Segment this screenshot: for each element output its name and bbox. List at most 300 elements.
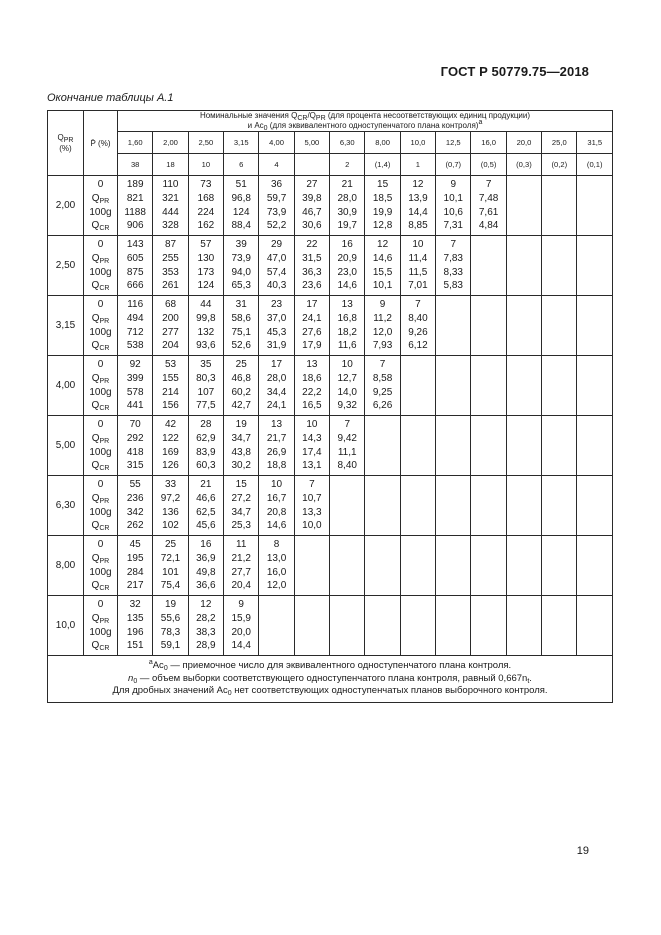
row-label: 100g <box>89 206 112 218</box>
cell-value: 28 <box>200 419 212 431</box>
cell-value: 45,6 <box>196 520 216 532</box>
cell-value: 15,5 <box>372 266 393 278</box>
value-cell <box>153 356 188 416</box>
row-label-cell <box>84 356 118 416</box>
value-cell <box>153 176 188 236</box>
cell-value: 31 <box>235 299 247 311</box>
value-cell <box>577 416 613 476</box>
qpr-value-cell: 3,15 <box>48 296 84 356</box>
cell-value: 821 <box>126 192 144 204</box>
ratio-header-cell: 10,0 <box>400 132 435 154</box>
value-cell <box>118 176 153 236</box>
row-label-cell <box>84 416 118 476</box>
cell-value: 605 <box>126 252 144 264</box>
value-cell <box>365 296 400 356</box>
cell-value: 321 <box>162 192 179 204</box>
cell-value: 34,7 <box>231 432 251 444</box>
document-code: ГОСТ Р 50779.75—2018 <box>440 64 589 79</box>
cell-value: 12 <box>200 599 212 611</box>
value-cell <box>400 296 435 356</box>
cell-value: 578 <box>126 386 144 398</box>
value-cell <box>436 536 471 596</box>
qpr-value-cell: 4,00 <box>48 356 84 416</box>
cell-value: 11,6 <box>337 340 357 352</box>
value-cell <box>294 176 329 236</box>
cell-value: 13 <box>270 419 283 431</box>
cell-value: 173 <box>197 266 215 278</box>
value-cell <box>188 356 223 416</box>
row-label-cell <box>84 296 118 356</box>
table-row <box>48 416 613 476</box>
cell-value: 57 <box>200 239 212 251</box>
cell-value: 292 <box>126 432 144 444</box>
value-cell <box>330 176 365 236</box>
cell-value: 28,0 <box>337 192 357 204</box>
cell-value: 62,9 <box>196 432 216 444</box>
value-cell <box>365 356 400 416</box>
cell-value: 96,8 <box>231 192 251 204</box>
cell-value: 16,5 <box>302 400 322 412</box>
value-cell <box>259 416 294 476</box>
value-cell <box>153 416 188 476</box>
cell-value: 15,9 <box>231 612 251 624</box>
cell-value: 7,93 <box>372 340 393 352</box>
cell-value: 21 <box>200 479 212 491</box>
ratio-header-cell: 16,0 <box>471 132 506 154</box>
ac-header-cell: (0,2) <box>542 154 577 176</box>
cell-value: 12,8 <box>372 220 393 232</box>
row-label-cell <box>84 536 118 596</box>
cell-value: 124 <box>197 280 215 292</box>
cell-value: 60,3 <box>196 460 216 472</box>
cell-value: 19 <box>164 599 177 611</box>
cell-value: 72,1 <box>160 552 181 564</box>
cell-value: 262 <box>126 520 144 532</box>
row-label: 100g <box>89 506 112 518</box>
value-cell <box>153 476 188 536</box>
cell-value: 14,4 <box>408 206 428 218</box>
ratio-header-cell: 4,00 <box>259 132 294 154</box>
cell-value: 9,25 <box>372 386 393 398</box>
value-cell <box>471 236 506 296</box>
cell-value: 7 <box>485 179 492 191</box>
cell-value: 8,85 <box>408 220 428 232</box>
cell-value: 13,9 <box>408 192 428 204</box>
value-cell <box>400 416 435 476</box>
cell-value: 23 <box>270 299 283 311</box>
cell-value: 135 <box>126 612 144 624</box>
cell-value: 29 <box>270 239 283 251</box>
cell-value: 17,4 <box>302 446 322 458</box>
row-label-cell <box>84 476 118 536</box>
cell-value: 59,1 <box>160 640 181 652</box>
cell-value: 8,58 <box>372 372 393 384</box>
cell-value: 24,1 <box>266 400 287 412</box>
cell-value: 214 <box>162 386 179 398</box>
cell-value: 32 <box>129 599 141 611</box>
row-label: $Q_{PR}$ <box>91 312 110 325</box>
cell-value: 7,83 <box>443 252 463 264</box>
ratio-header-cell: 2,50 <box>188 132 223 154</box>
cell-value: 10 <box>270 479 283 491</box>
cell-value: 25 <box>164 539 177 551</box>
notes-row <box>48 656 613 703</box>
cell-value: 44 <box>200 299 212 311</box>
value-cell <box>577 356 613 416</box>
value-cell <box>294 296 329 356</box>
qpr-value-cell: 2,00 <box>48 176 84 236</box>
cell-value: 27 <box>306 179 318 191</box>
row-label: $Q_{PR}$ <box>91 372 110 385</box>
row-label: 0 <box>97 599 104 611</box>
ratio-header-cell: 6,30 <box>330 132 365 154</box>
cell-value: 28,2 <box>196 612 216 624</box>
nominal-values-header: Номинальные значения $Q_{CR}/Q_{PR}$ (для процента несоответствующих единиц продукции) и $Ac_0$ (для эквивалентного одноступенчатого плана контроля)$^a$ <box>118 111 613 132</box>
value-cell <box>294 476 329 536</box>
row-label: $Q_{CR}$ <box>91 460 110 473</box>
ac-header-cell <box>294 154 329 176</box>
cell-value: 34,4 <box>266 386 287 398</box>
value-cell <box>436 176 471 236</box>
cell-value: 36,6 <box>196 580 216 592</box>
row-label: 100g <box>89 386 112 398</box>
value-cell <box>400 236 435 296</box>
cell-value: 37,0 <box>266 312 287 324</box>
cell-value: 13 <box>306 359 318 371</box>
cell-value: 342 <box>126 506 144 518</box>
cell-value: 30,6 <box>302 220 322 232</box>
table-notes <box>48 656 613 703</box>
value-cell <box>400 356 435 416</box>
cell-value: 12 <box>377 239 389 251</box>
cell-value: 52,2 <box>266 220 287 232</box>
table-row <box>48 596 613 656</box>
value-cell <box>259 296 294 356</box>
row-label: 0 <box>97 479 104 491</box>
cell-value: 4,84 <box>478 220 499 232</box>
table-row <box>48 176 613 236</box>
cell-value: 17 <box>270 359 283 371</box>
cell-value: 18,2 <box>337 326 357 338</box>
cell-value: 16,0 <box>266 566 287 578</box>
cell-value: 24,1 <box>302 312 322 324</box>
cell-value: 22,2 <box>302 386 322 398</box>
cell-value: 33 <box>164 479 177 491</box>
cell-value: 11,5 <box>408 266 428 278</box>
cell-value: 23,6 <box>302 280 322 292</box>
cell-value: 39 <box>235 239 247 251</box>
cell-value: 42 <box>164 419 177 431</box>
cell-value: 36,9 <box>196 552 216 564</box>
value-cell <box>506 596 541 656</box>
value-cell <box>259 236 294 296</box>
row-label: $Q_{CR}$ <box>91 400 110 413</box>
value-cell <box>400 536 435 596</box>
value-cell <box>365 476 400 536</box>
cell-value: 9,32 <box>337 400 357 412</box>
cell-value: 10 <box>306 419 318 431</box>
cell-value: 18,8 <box>266 460 287 472</box>
cell-value: 7 <box>344 419 351 431</box>
cell-value: 14,3 <box>302 432 322 444</box>
value-cell <box>188 296 223 356</box>
cell-value: 17 <box>306 299 318 311</box>
cell-value: 35 <box>200 359 212 371</box>
value-cell <box>471 176 506 236</box>
value-cell <box>330 236 365 296</box>
cell-value: 7 <box>309 479 315 491</box>
ac-header-cell: 18 <box>153 154 188 176</box>
cell-value: 46,7 <box>302 206 322 218</box>
table-caption: Окончание таблицы А.1 <box>47 92 174 104</box>
value-cell <box>436 476 471 536</box>
cell-value: 441 <box>126 400 144 412</box>
ac-header-row <box>48 154 613 176</box>
cell-value: 31,5 <box>302 252 322 264</box>
value-cell <box>506 476 541 536</box>
cell-value: 124 <box>232 206 250 218</box>
value-cell <box>506 416 541 476</box>
value-cell <box>436 236 471 296</box>
note-line: $^aAc_0$ — приемочное число для эквивалентного одноступенчатого плана контроля. <box>148 659 512 673</box>
cell-value: 6,26 <box>372 400 393 412</box>
value-cell <box>542 476 577 536</box>
cell-value: 55 <box>129 479 141 491</box>
cell-value: 9 <box>450 179 457 191</box>
cell-value: 666 <box>126 280 144 292</box>
ratio-header-cell: 12,5 <box>436 132 471 154</box>
ratio-header-row <box>48 132 613 154</box>
cell-value: 7,31 <box>443 220 463 232</box>
row-label: $Q_{CR}$ <box>91 520 110 533</box>
value-cell <box>330 536 365 596</box>
value-cell <box>506 536 541 596</box>
row-label: 100g <box>89 326 112 338</box>
ac-header-cell: 4 <box>259 154 294 176</box>
value-cell <box>400 596 435 656</box>
value-cell <box>153 596 188 656</box>
ratio-header-cell: 8,00 <box>365 132 400 154</box>
cell-value: 444 <box>162 206 179 218</box>
value-cell <box>224 416 259 476</box>
value-cell <box>330 296 365 356</box>
value-cell <box>400 476 435 536</box>
ratio-header-cell: 20,0 <box>506 132 541 154</box>
cell-value: 7,48 <box>478 192 499 204</box>
row-label: 0 <box>97 299 104 311</box>
ac-header-cell: 6 <box>224 154 259 176</box>
row-label: $Q_{PR}$ <box>91 432 110 445</box>
cell-value: 45,3 <box>266 326 287 338</box>
value-cell <box>224 356 259 416</box>
cell-value: 55,6 <box>160 612 181 624</box>
value-cell <box>542 596 577 656</box>
cell-value: 73,9 <box>231 252 251 264</box>
cell-value: 11,2 <box>373 312 392 324</box>
cell-value: 101 <box>162 566 179 578</box>
cell-value: 538 <box>126 340 144 352</box>
value-cell <box>118 536 153 596</box>
table-header-title-row <box>48 111 613 132</box>
cell-value: 75,4 <box>160 580 181 592</box>
value-cell <box>471 476 506 536</box>
ac-header-cell: 10 <box>188 154 223 176</box>
value-cell <box>506 176 541 236</box>
value-cell <box>577 536 613 596</box>
table-row <box>48 236 613 296</box>
note-line: Для дробных значений $Ac_0$ нет соответствующих одноступенчатых планов выборочного контроля. <box>112 685 548 698</box>
cell-value: 99,8 <box>196 312 216 324</box>
cell-value: 10,1 <box>372 280 393 292</box>
cell-value: 906 <box>126 220 144 232</box>
cell-value: 19 <box>235 419 247 431</box>
row-label: 0 <box>97 539 104 551</box>
ac-header-cell: (0,5) <box>471 154 506 176</box>
cell-value: 16,7 <box>266 492 287 504</box>
row-label: 100g <box>89 266 112 278</box>
value-cell <box>224 176 259 236</box>
value-cell <box>542 296 577 356</box>
value-cell <box>118 296 153 356</box>
value-cell <box>188 536 223 596</box>
cell-value: 151 <box>126 640 144 652</box>
cell-value: 122 <box>162 432 179 444</box>
value-cell <box>471 296 506 356</box>
cell-value: 30,2 <box>231 460 251 472</box>
row-label: $Q_{PR}$ <box>91 252 110 265</box>
cell-value: 255 <box>162 252 179 264</box>
cell-value: 116 <box>127 299 144 311</box>
value-cell <box>400 176 435 236</box>
ac-header-cell: (0,3) <box>506 154 541 176</box>
value-cell <box>330 596 365 656</box>
ac-header-cell: (0,7) <box>436 154 471 176</box>
value-cell <box>577 596 613 656</box>
cell-value: 168 <box>197 192 215 204</box>
cell-value: 73 <box>200 179 212 191</box>
cell-value: 156 <box>162 400 179 412</box>
cell-value: 315 <box>126 460 144 472</box>
cell-value: 27,7 <box>231 566 251 578</box>
cell-value: 200 <box>162 312 179 324</box>
cell-value: 43,8 <box>231 446 251 458</box>
cell-value: 9 <box>379 299 386 311</box>
cell-value: 47,0 <box>266 252 287 264</box>
value-cell <box>330 356 365 416</box>
cell-value: 12,7 <box>337 372 357 384</box>
cell-value: 31,9 <box>266 340 287 352</box>
cell-value: 46,8 <box>231 372 251 384</box>
cell-value: 12 <box>412 179 424 191</box>
cell-value: 97,2 <box>160 492 181 504</box>
cell-value: 875 <box>126 266 144 278</box>
row-label: 0 <box>97 359 104 371</box>
cell-value: 27,2 <box>231 492 251 504</box>
qpr-value-cell: 5,00 <box>48 416 84 476</box>
value-cell <box>118 596 153 656</box>
cell-value: 7 <box>415 299 421 311</box>
cell-value: 92 <box>129 359 141 371</box>
value-cell <box>542 176 577 236</box>
cell-value: 6,12 <box>408 340 428 352</box>
cell-value: 53 <box>164 359 177 371</box>
row-label: 0 <box>97 419 104 431</box>
value-cell <box>365 596 400 656</box>
row-label: 100g <box>89 566 112 578</box>
cell-value: 13,3 <box>302 506 322 518</box>
value-cell <box>506 236 541 296</box>
value-cell <box>471 356 506 416</box>
cell-value: 23,0 <box>337 266 357 278</box>
row-label: $Q_{PR}$ <box>91 552 110 565</box>
cell-value: 28,9 <box>196 640 216 652</box>
cell-value: 15 <box>377 179 389 191</box>
cell-value: 11,4 <box>408 252 428 264</box>
cell-value: 10 <box>412 239 424 251</box>
cell-value: 18,6 <box>302 372 322 384</box>
value-cell <box>506 296 541 356</box>
table-row <box>48 356 613 416</box>
value-cell <box>577 176 613 236</box>
cell-value: 62,5 <box>196 506 216 518</box>
cell-value: 189 <box>126 179 144 191</box>
cell-value: 12,0 <box>266 580 287 592</box>
page-number: 19 <box>576 845 589 857</box>
value-cell <box>365 176 400 236</box>
cell-value: 11,1 <box>337 446 357 458</box>
cell-value: 25 <box>235 359 247 371</box>
value-cell <box>118 236 153 296</box>
cell-value: 65,3 <box>231 280 251 292</box>
cell-value: 132 <box>197 326 215 338</box>
row-label-cell <box>84 236 118 296</box>
cell-value: 399 <box>126 372 144 384</box>
value-cell <box>224 296 259 356</box>
ac-header-cell: (1,4) <box>365 154 400 176</box>
value-cell <box>118 356 153 416</box>
cell-value: 217 <box>126 580 144 592</box>
cell-value: 39,8 <box>302 192 322 204</box>
qpr-value-cell: 2,50 <box>48 236 84 296</box>
ratio-header-cell: 2,00 <box>153 132 188 154</box>
cell-value: 14,0 <box>337 386 357 398</box>
row-label: 0 <box>97 179 104 191</box>
cell-value: 10,7 <box>302 492 322 504</box>
cell-value: 20,8 <box>266 506 287 518</box>
cell-value: 13 <box>341 299 353 311</box>
cell-value: 94,0 <box>231 266 251 278</box>
cell-value: 261 <box>162 280 179 292</box>
cell-value: 52,6 <box>231 340 251 352</box>
cell-value: 19,9 <box>372 206 393 218</box>
value-cell <box>330 476 365 536</box>
value-cell <box>436 356 471 416</box>
row-label: 100g <box>89 446 112 458</box>
value-cell <box>153 536 188 596</box>
sampling-table <box>47 110 613 703</box>
cell-value: 7 <box>379 359 386 371</box>
row-label: 100g <box>89 626 112 638</box>
cell-value: 30,9 <box>337 206 357 218</box>
cell-value: 9,26 <box>408 326 428 338</box>
cell-value: 1188 <box>124 206 146 218</box>
value-cell <box>153 296 188 356</box>
value-cell <box>294 356 329 416</box>
cell-value: 21,2 <box>231 552 251 564</box>
cell-value: 196 <box>126 626 144 638</box>
value-cell <box>224 596 259 656</box>
ac-header-cell: (0,1) <box>577 154 613 176</box>
